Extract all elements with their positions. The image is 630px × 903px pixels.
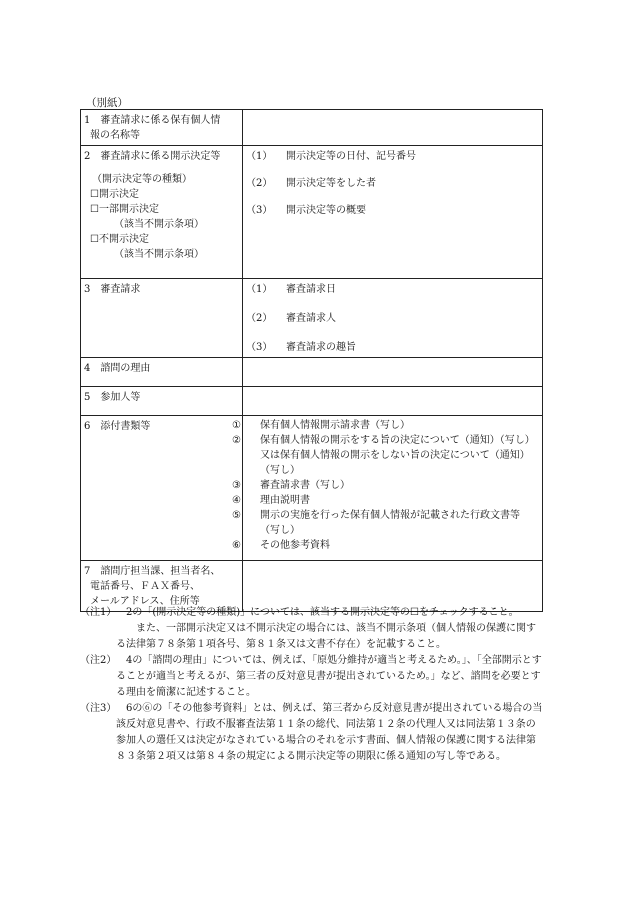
checkbox-icon[interactable]: ☐ <box>90 234 99 245</box>
attachment-tag: （別紙） <box>86 97 128 109</box>
label-line: 3 審査請求 <box>84 284 141 295</box>
label-line: 5 参加人等 <box>84 392 141 403</box>
label-line: メールアドレス、住所等 <box>90 596 200 607</box>
attachment-item: ③ 審査請求書（写し） <box>232 480 350 491</box>
label-inquiry-reason <box>81 358 243 387</box>
note-body <box>116 701 544 765</box>
type-label: 開示決定 <box>98 189 139 200</box>
note-label: （注1） <box>80 607 117 618</box>
label-line: 2 審査請求に係る開示決定等 <box>84 151 221 162</box>
label-line: 6 添付書類等 <box>84 421 151 432</box>
note-body <box>116 653 544 701</box>
value-contact[interactable] <box>243 561 543 612</box>
value-participants[interactable] <box>243 387 543 416</box>
value-disclosure-decision[interactable] <box>243 146 543 279</box>
value-inquiry-reason[interactable] <box>243 358 543 387</box>
row-review-request <box>81 279 543 358</box>
label-review-request <box>81 279 243 358</box>
notes-section <box>80 605 544 765</box>
note-paragraph: また、一部開示決定又は不開示決定の場合には、該当不開示条項（個人情報の保護に関する法律第７８条第１項各号、第８１条又は文書不存在）を記載すること。 <box>116 623 536 650</box>
row-inquiry-reason <box>81 358 543 387</box>
type-label: 不開示決定 <box>98 234 149 245</box>
row-attachments <box>81 416 543 561</box>
note-paragraph: 2の「(開示決定等の種類)」については、該当する開示決定等の☐をチェックすること。 <box>126 607 519 618</box>
note-body <box>116 605 544 653</box>
item-request-date: （1） 審査請求日 <box>246 284 336 295</box>
row-personal-info-name <box>81 110 543 146</box>
attachment-item: ① 保有個人情報開示請求書（写し） <box>232 420 410 431</box>
item-requester: （2） 審査請求人 <box>246 313 336 324</box>
item-decision-date: （1） 開示決定等の日付、記号番号 <box>246 151 416 162</box>
non-disclosure-applicable-clause <box>84 247 239 262</box>
types-heading: （開示決定等の種類） <box>92 174 192 185</box>
checkbox-icon: ☐ <box>409 607 419 618</box>
inquiry-form-table <box>80 109 543 612</box>
type-label: 一部開示決定 <box>98 204 159 215</box>
attachment-item: ② 保有個人情報の開示をする旨の決定について（通知）（写し）又は保有個人情報の開示をしない旨の決定について（通知）（写し） <box>232 435 535 476</box>
label-line: 1 審査請求に係る保有個人情 <box>84 115 221 126</box>
label-line: 4 諮問の理由 <box>84 363 151 374</box>
type-disclosure[interactable] <box>84 187 239 202</box>
value-personal-info-name[interactable] <box>243 110 543 146</box>
label-attachments <box>81 416 243 561</box>
note-paragraph: 6の⑥の「その他参考資料」とは、例えば、第三者から反対意見書が提出されている場合の当該反対意見書や、行政不服審査法第１１条の総代、同法第１２条の代理人又は同法第１３条の参加人の選任又は決定がなされている場合のそれを示す書面、個人情報の保護に関する法律第８３条第２項又は第８４条の規定による開示決定等の期限に係る通知の写し等である。 <box>116 703 543 762</box>
row-contact <box>81 561 543 612</box>
clause-label: （該当不開示条項） <box>114 219 204 230</box>
label-contact <box>81 561 243 612</box>
row-participants <box>81 387 543 416</box>
note-label: （注2） <box>80 655 117 666</box>
note-3 <box>80 701 544 765</box>
checkbox-icon[interactable]: ☐ <box>90 189 99 200</box>
label-participants <box>81 387 243 416</box>
type-partial-disclosure[interactable] <box>84 202 239 217</box>
note-label: （注3） <box>80 703 117 714</box>
label-disclosure-decision <box>81 146 243 279</box>
note-paragraph: 4の「諮問の理由」については、例えば、「原処分維持が適当と考えるため。」、「全部開示とすることが適当と考えるが、第三者の反対意見書が提出されているため。」など、諮問を必要とする理由を簡潔に記述すること。 <box>116 655 542 698</box>
type-non-disclosure[interactable] <box>84 232 239 247</box>
partial-applicable-clause <box>84 217 239 232</box>
item-request-purpose: （3） 審査請求の趣旨 <box>246 342 356 353</box>
note-2 <box>80 653 544 701</box>
label-line: 電話番号、ＦＡＸ番号、 <box>90 581 200 592</box>
attachment-item: ⑤ 開示の実施を行った保有個人情報が記載された行政文書等（写し） <box>232 510 520 536</box>
note-1 <box>80 605 544 653</box>
clause-label: （該当不開示条項） <box>114 249 204 260</box>
checkbox-icon[interactable]: ☐ <box>90 204 99 215</box>
item-decision-maker: （2） 開示決定等をした者 <box>246 178 376 189</box>
value-attachments[interactable] <box>232 416 543 561</box>
value-review-request[interactable] <box>243 279 543 358</box>
attachment-item: ④ 理由説明書 <box>232 495 310 506</box>
label-personal-info-name <box>81 110 243 146</box>
label-line: 報の名称等 <box>90 130 140 141</box>
attachment-item: ⑥ その他参考資料 <box>232 540 330 551</box>
item-decision-summary: （3） 開示決定等の概要 <box>246 205 366 216</box>
row-disclosure-decision <box>81 146 543 279</box>
label-line: 7 諮問庁担当課、担当者名、 <box>84 566 221 577</box>
